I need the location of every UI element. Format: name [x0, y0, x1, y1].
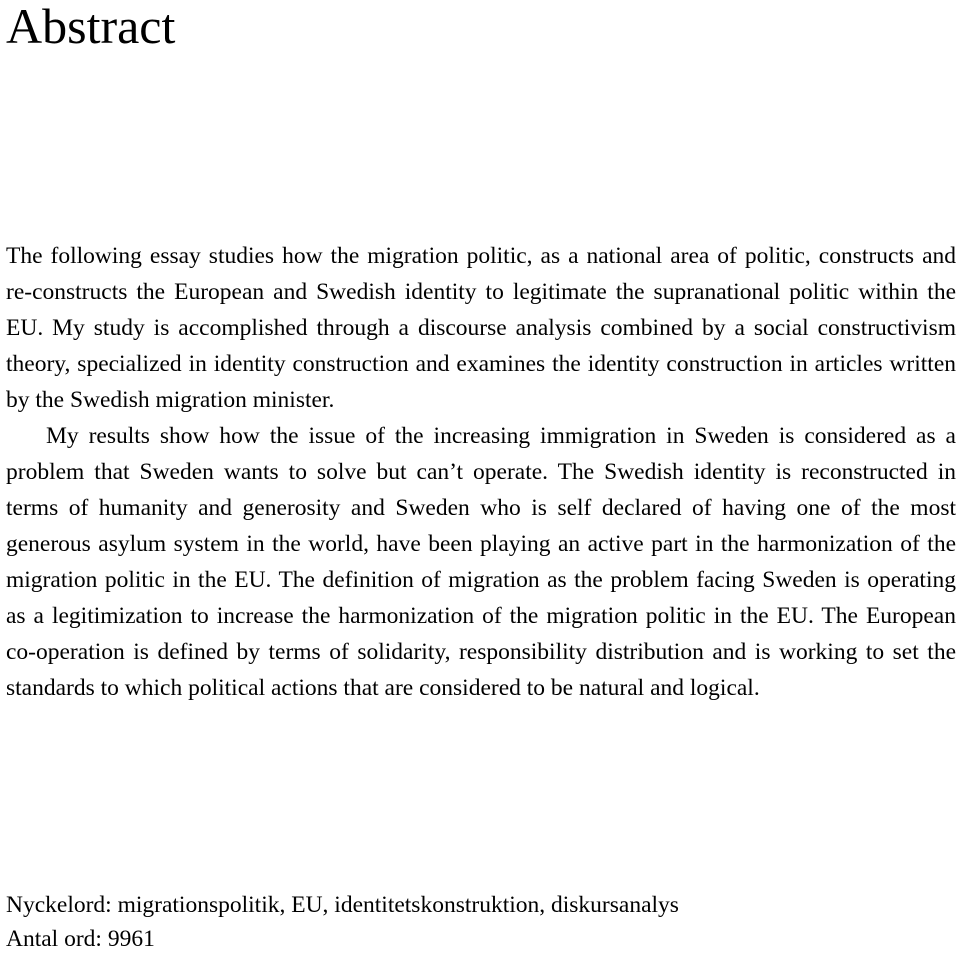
abstract-paragraph-1: The following essay studies how the migration politic, as a national area of politic, constructs and re-constructs the European and Swedish identity to legitimate the supranational politic within the EU. My study is accomplished through a discourse analysis combined by a social constructivism theory, specialized in identity construction and examines the identity construction in articles written by the Swedish migration minister.: [6, 243, 956, 413]
abstract-body: [6, 238, 956, 706]
abstract-paragraph-2: My results show how the issue of the increasing immigration in Sweden is considered as a problem that Sweden wants to solve but can’t operate. The Swedish identity is reconstructed in terms of humanity and generosity and Sweden who is self declared of having one of the most generous asylum system in the world, have been playing an active part in the harmonization of the migration politic in the EU. The definition of migration as the problem facing Sweden is operating as a legitimization to increase the harmonization of the migration politic in the EU. The European co-operation is defined by terms of solidarity, responsibility distribution and is working to set the standards to which political actions that are considered to be natural and logical.: [6, 423, 956, 701]
keywords-block: [6, 888, 956, 956]
keywords-line: Nyckelord: migrationspolitik, EU, identitetskonstruktion, diskursanalys: [6, 892, 679, 918]
word-count-line: Antal ord: 9961: [6, 926, 155, 952]
page-title: Abstract: [6, 0, 176, 54]
